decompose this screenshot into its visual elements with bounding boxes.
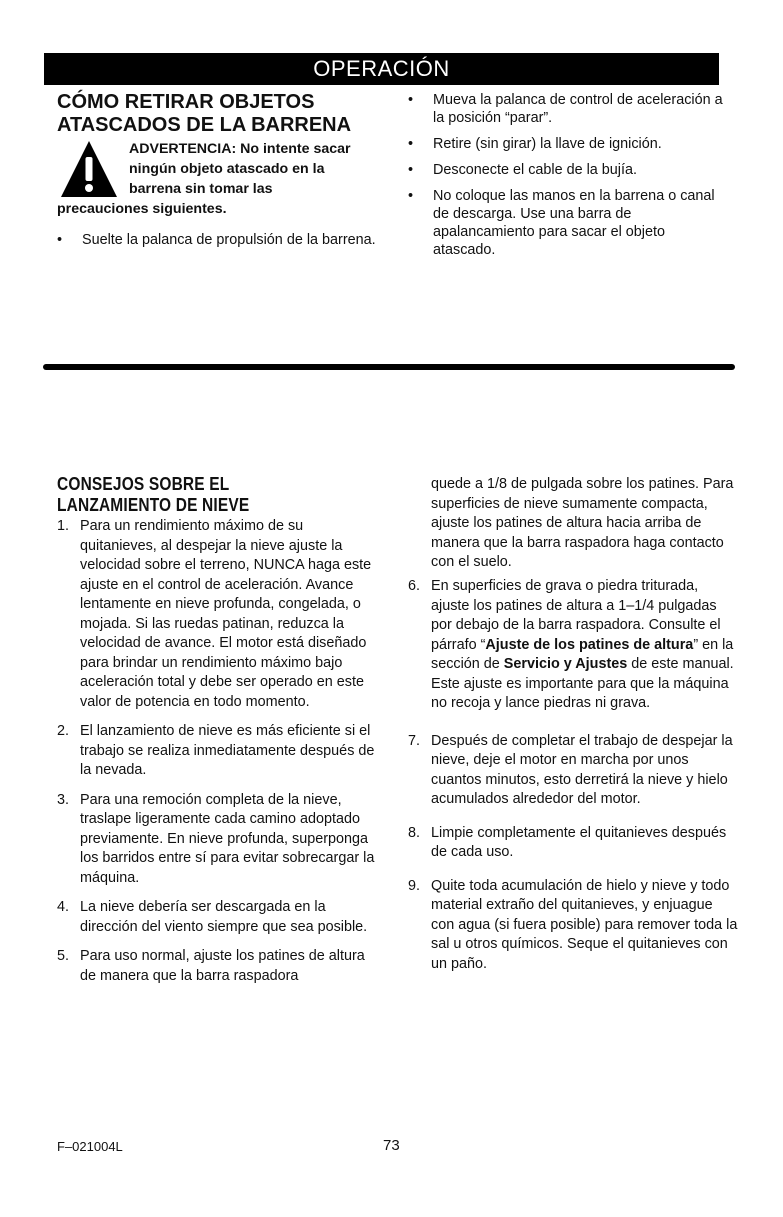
list-item: • Suelte la palanca de propulsión de la barrena. — [57, 231, 377, 249]
item-text: Para un rendimiento máximo de su quitanieves, al despejar la nieve ajuste la velocidad sobre el terreno, NUNCA haga este ajuste en el control de aceleración. Avance lentamente en nieve profunda, congelada, o mojada. Si las ruedas patinan, reduzca la velocidad de avance. El motor está diseñado para brindar un rendimiento máximo bajo aceleración total y debe ser operado en este valor de potencia en todo momento. — [80, 518, 372, 710]
bullet-list-left — [57, 231, 377, 257]
numbered-list-right — [408, 577, 738, 984]
item-number: 5. — [57, 948, 70, 964]
document-code: F–021004L — [57, 1139, 123, 1154]
item-text: La nieve debería ser descargada en la dirección del viento siempre que sea posible. — [80, 899, 368, 935]
section-title-remove-objects — [57, 91, 377, 137]
page-number: 73 — [383, 1137, 400, 1154]
item-number: 2. — [57, 723, 70, 739]
item-text: Después de completar el trabajo de despejar la nieve, deje el motor en marcha por unos cuantos minutos, esto derretirá la nieve y hielo acumulados alrededor del motor. — [431, 732, 733, 807]
list-item — [57, 722, 377, 781]
list-item: • Desconecte el cable de la bujía. — [408, 161, 726, 179]
warning-triangle-icon — [59, 139, 119, 199]
warning-block — [57, 139, 367, 219]
bullet-list-right — [408, 91, 726, 267]
list-item — [408, 824, 738, 863]
item-number: 9. — [408, 877, 421, 894]
text-run: En superficies de grava o piedra triturada, ajuste los patines de altura a 1–1/4 pulgadas por debajo de la barra raspadora. Consulte el párrafo “ — [431, 578, 721, 653]
item5-continuation: quede a 1/8 de pulgada sobre los patines. Para superficies de nieve sumamente compacta, ajuste los patines de altura hacia arriba de manera que la barra raspadora haga contacto con el suelo. — [431, 476, 734, 570]
item-number: 1. — [57, 518, 70, 534]
text-run: de este manual. Este ajuste es importante para que la máquina no recoja y lance piedras ni grava. — [431, 656, 734, 711]
section-title-snow-tips — [57, 474, 332, 516]
list-item — [57, 898, 377, 937]
item-text: Quite toda acumulación de hielo y nieve y todo material extraño del quitanieves, y enjuague con agua (si fuera posible) para remover toda la sal u otros químicos. Seque el quitanieves con un paño. — [431, 877, 738, 972]
section-title-line1: CÓMO RETIRAR OBJETOS — [57, 91, 315, 113]
text-run: ” en la sección de — [431, 636, 734, 672]
bold-reference: Servicio y Ajustes — [503, 656, 628, 672]
numbered-list-left — [57, 517, 377, 996]
section-title-line2: ATASCADOS DE LA BARRENA — [57, 114, 352, 136]
item-number: 4. — [57, 899, 70, 915]
item-text: El lanzamiento de nieve es más eficiente si el trabajo se realiza inmediatamente después de la nevada. — [80, 723, 375, 778]
list-item — [57, 517, 377, 712]
item-number: 7. — [408, 732, 421, 749]
section-title-line2: LANZAMIENTO DE NIEVE — [57, 495, 250, 515]
list-item — [57, 791, 377, 889]
section-banner: OPERACIÓN — [44, 53, 719, 85]
item-number: 6. — [408, 578, 421, 594]
section-title-line1: CONSEJOS SOBRE EL — [57, 474, 230, 494]
item-number: 8. — [408, 824, 421, 841]
item-text: Limpie completamente el quitanieves después de cada uso. — [431, 824, 727, 860]
item-text — [431, 578, 734, 711]
warning-text: ADVERTENCIA: No intente sacar ningún objeto atascado en la barrena sin tomar las precauciones siguientes. — [57, 141, 351, 217]
list-item — [408, 877, 738, 975]
list-item — [57, 947, 377, 986]
list-item: • Retire (sin girar) la llave de ignición. — [408, 135, 726, 153]
item-number: 3. — [57, 791, 70, 808]
list-item: • No coloque las manos en la barrena o canal de descarga. Use una barra de apalancamiento para sacar el objeto atascado. — [408, 187, 726, 259]
list-item — [408, 577, 738, 714]
item-text: Para uso normal, ajuste los patines de altura de manera que la barra raspadora — [80, 948, 365, 984]
item-text: Para una remoción completa de la nieve, traslape ligeramente cada camino adoptado previamente. En nieve profunda, superponga los barridos entre sí para evitar sobrecargar la máquina. — [80, 791, 375, 886]
bold-reference: Ajuste de los patines de altura — [485, 636, 694, 653]
list-item — [408, 732, 738, 810]
section-divider — [43, 364, 735, 370]
list-item: • Mueva la palanca de control de aceleración a la posición “parar”. — [408, 91, 726, 127]
